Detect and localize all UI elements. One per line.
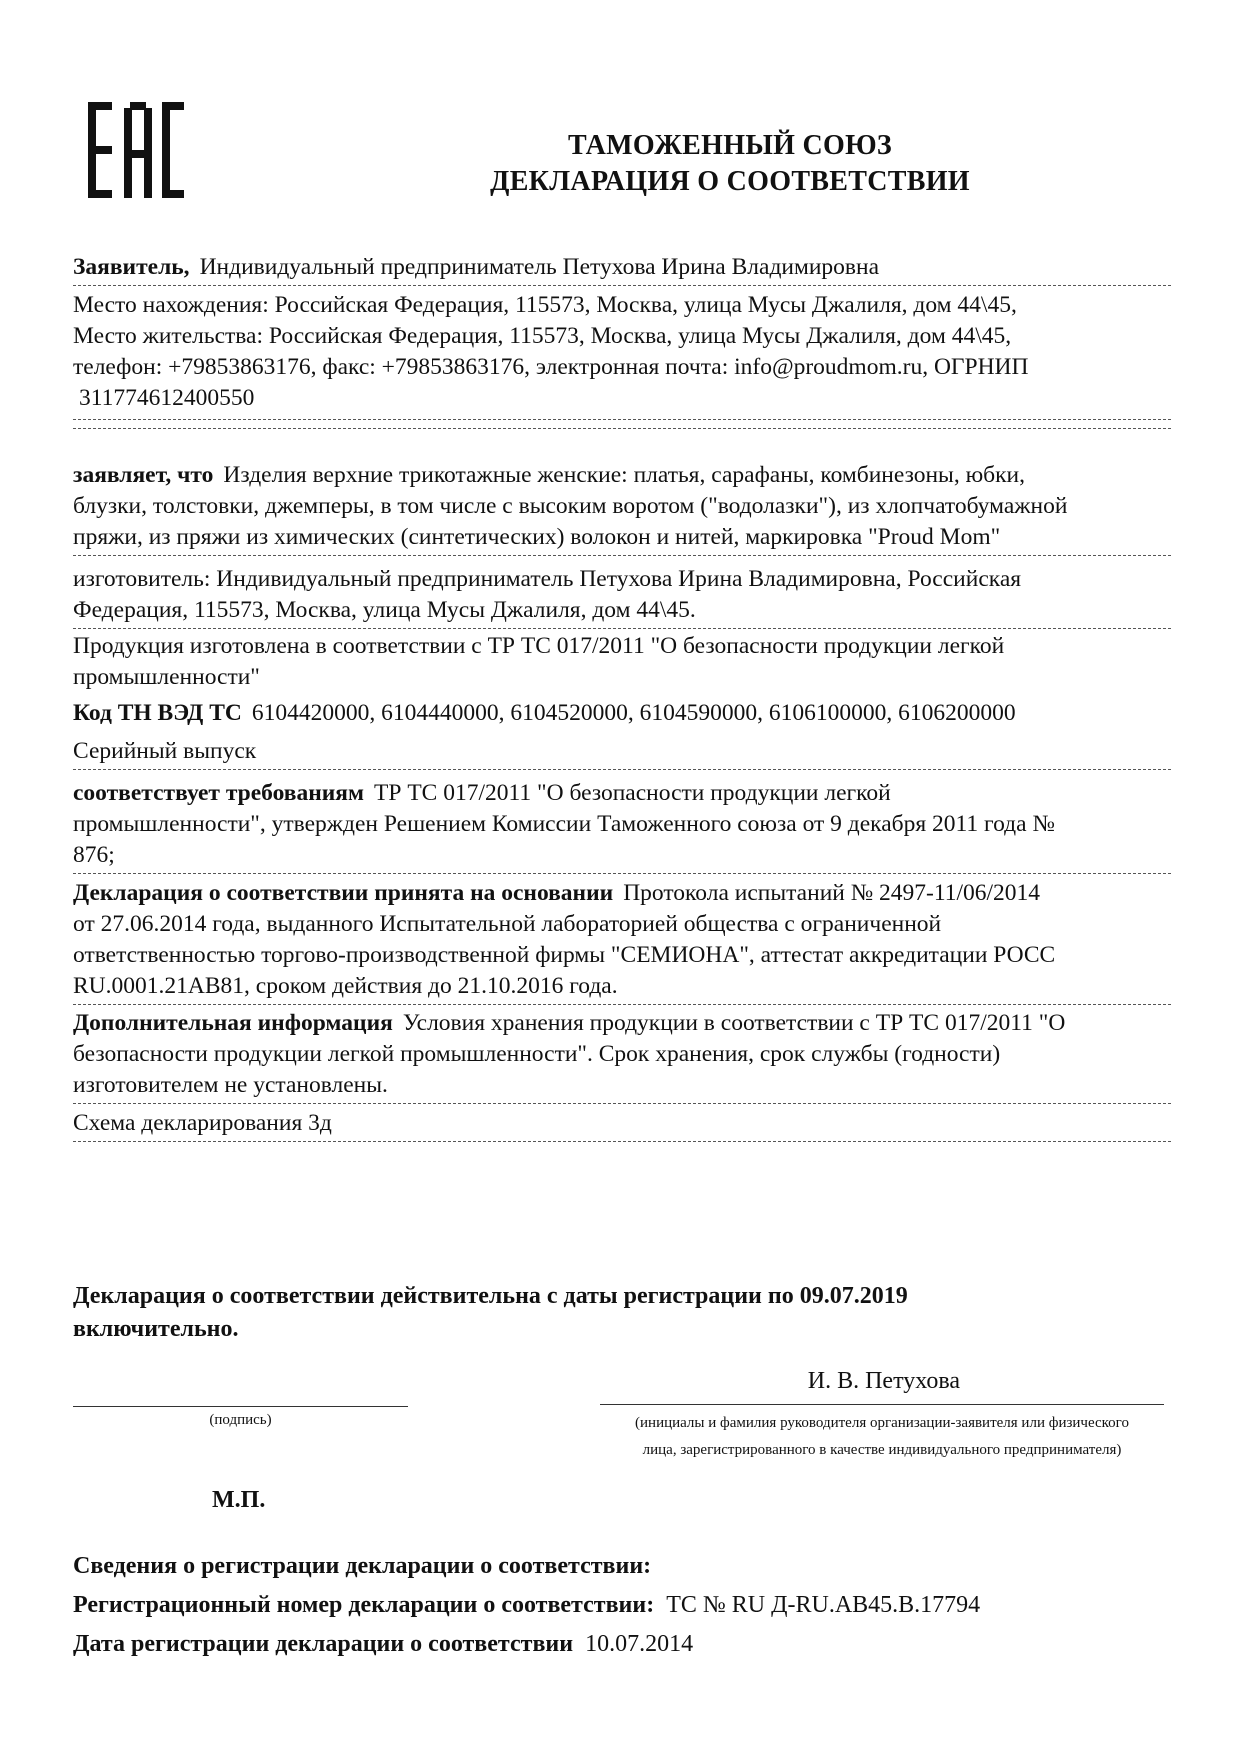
basis-line: от 27.06.2014 года, выданного Испытательной лабораторией общества с ограниченной bbox=[73, 911, 942, 937]
tnved-section bbox=[73, 698, 1171, 731]
validity-line: Декларация о соответствии действительна с даты регистрации по 09.07.2019 bbox=[73, 1283, 908, 1309]
basis-label: Декларация о соответствии принята на основании bbox=[73, 880, 614, 906]
stamp-place: М.П. bbox=[212, 1487, 266, 1513]
complies-line: ТР ТС 017/2011 "О безопасности продукции легкой bbox=[374, 780, 891, 806]
complies-line: 876; bbox=[73, 842, 115, 868]
declaration-scheme: Схема декларирования 3д bbox=[73, 1110, 332, 1136]
complies-section bbox=[73, 778, 1171, 874]
basis-line: Протокола испытаний № 2497-11/06/2014 bbox=[623, 880, 1041, 906]
name-caption bbox=[596, 1410, 1168, 1464]
registration-number bbox=[73, 1589, 980, 1621]
signature-caption: (подпись) bbox=[209, 1412, 272, 1428]
additional-label: Дополнительная информация bbox=[73, 1010, 393, 1036]
serial-production: Серийный выпуск bbox=[73, 738, 257, 764]
address-section bbox=[73, 290, 1171, 420]
product-description: блузки, толстовки, джемперы, в том числе с высоким воротом ("водолазки"), из хлопчатобумажной bbox=[73, 493, 1068, 519]
produced-line: промышленности" bbox=[73, 664, 260, 690]
registration-number-value: ТС № RU Д-RU.АВ45.В.17794 bbox=[666, 1592, 981, 1618]
tnved-label: Код ТН ВЭД ТС bbox=[73, 700, 242, 726]
basis-line: ответственностью торгово-производственной фирмы "СЕМИОНА", аттестат аккредитации РОСС bbox=[73, 942, 1056, 968]
divider bbox=[73, 428, 1171, 429]
header-title-union: ТАМОЖЕННЫЙ СОЮЗ bbox=[567, 130, 892, 161]
address-line: телефон: +79853863176, факс: +79853863176, электронная почта: info@proudmom.ru, ОГРНИП bbox=[73, 354, 1029, 380]
tnved-codes: 6104420000, 6104440000, 6104520000, 6104590000, 6106100000, 6106200000 bbox=[251, 700, 1016, 726]
address-line: Место жительства: Российская Федерация, 115573, Москва, улица Мусы Джалиля, дом 44\45, bbox=[73, 323, 1012, 349]
validity-line: включительно. bbox=[73, 1316, 239, 1342]
produced-section bbox=[73, 631, 1171, 695]
declares-section bbox=[73, 460, 1171, 556]
address-line: Место нахождения: Российская Федерация, 115573, Москва, улица Мусы Джалиля, дом 44\45, bbox=[73, 292, 1017, 318]
produced-line: Продукция изготовлена в соответствии с ТР ТС 017/2011 "О безопасности продукции легкой bbox=[73, 633, 1005, 659]
eac-logo bbox=[86, 100, 186, 200]
manufacturer-section bbox=[73, 564, 1171, 629]
basis-section bbox=[73, 878, 1171, 1005]
name-caption-line: (инициалы и фамилия руководителя организации-заявителя или физического bbox=[635, 1415, 1129, 1431]
validity-statement bbox=[73, 1280, 1053, 1346]
manufacturer-line: Федерация, 115573, Москва, улица Мусы Джалиля, дом 44\45. bbox=[73, 597, 696, 623]
complies-label: соответствует требованиям bbox=[73, 780, 365, 806]
scheme-section bbox=[73, 1108, 1171, 1142]
registration-date-label: Дата регистрации декларации о соответствии bbox=[73, 1631, 574, 1657]
additional-section bbox=[73, 1008, 1171, 1104]
signature-line bbox=[73, 1406, 408, 1407]
additional-line: Условия хранения продукции в соответствии с ТР ТС 017/2011 "О bbox=[402, 1010, 1066, 1036]
name-caption-line: лица, зарегистрированного в качестве индивидуального предпринимателя) bbox=[642, 1442, 1122, 1458]
serial-section bbox=[73, 736, 1171, 770]
product-description: пряжи, из пряжи из химических (синтетических) волокон и нитей, маркировка "Proud Mom" bbox=[73, 524, 1001, 550]
declares-label: заявляет, что bbox=[73, 462, 214, 488]
document-header bbox=[380, 128, 1080, 200]
applicant-label: Заявитель, bbox=[73, 254, 190, 280]
product-description: Изделия верхние трикотажные женские: платья, сарафаны, комбинезоны, юбки, bbox=[223, 462, 1025, 488]
applicant-value: Индивидуальный предприниматель Петухова Ирина Владимировна bbox=[199, 254, 880, 280]
additional-line: изготовителем не установлены. bbox=[73, 1072, 388, 1098]
ogrnip-value: 311774612400550 bbox=[79, 385, 255, 411]
manufacturer-line: изготовитель: Индивидуальный предприниматель Петухова Ирина Владимировна, Российская bbox=[73, 566, 1022, 592]
registration-title: Сведения о регистрации декларации о соответствии: bbox=[73, 1553, 652, 1579]
complies-line: промышленности", утвержден Решением Комиссии Таможенного союза от 9 декабря 2011 года № bbox=[73, 811, 1055, 837]
applicant-section bbox=[73, 252, 1171, 286]
additional-line: безопасности продукции легкой промышленности". Срок хранения, срок службы (годности) bbox=[73, 1041, 1001, 1067]
basis-line: RU.0001.21АВ81, сроком действия до 21.10.2016 года. bbox=[73, 973, 618, 999]
registration-number-label: Регистрационный номер декларации о соответствии: bbox=[73, 1592, 655, 1618]
header-title-declaration: ДЕКЛАРАЦИЯ О СООТВЕТСТВИИ bbox=[490, 166, 970, 197]
signatory-name: И. В. Петухова bbox=[807, 1368, 960, 1394]
registration-date-value: 10.07.2014 bbox=[585, 1631, 694, 1657]
name-line bbox=[600, 1404, 1164, 1405]
registration-date bbox=[73, 1628, 693, 1660]
